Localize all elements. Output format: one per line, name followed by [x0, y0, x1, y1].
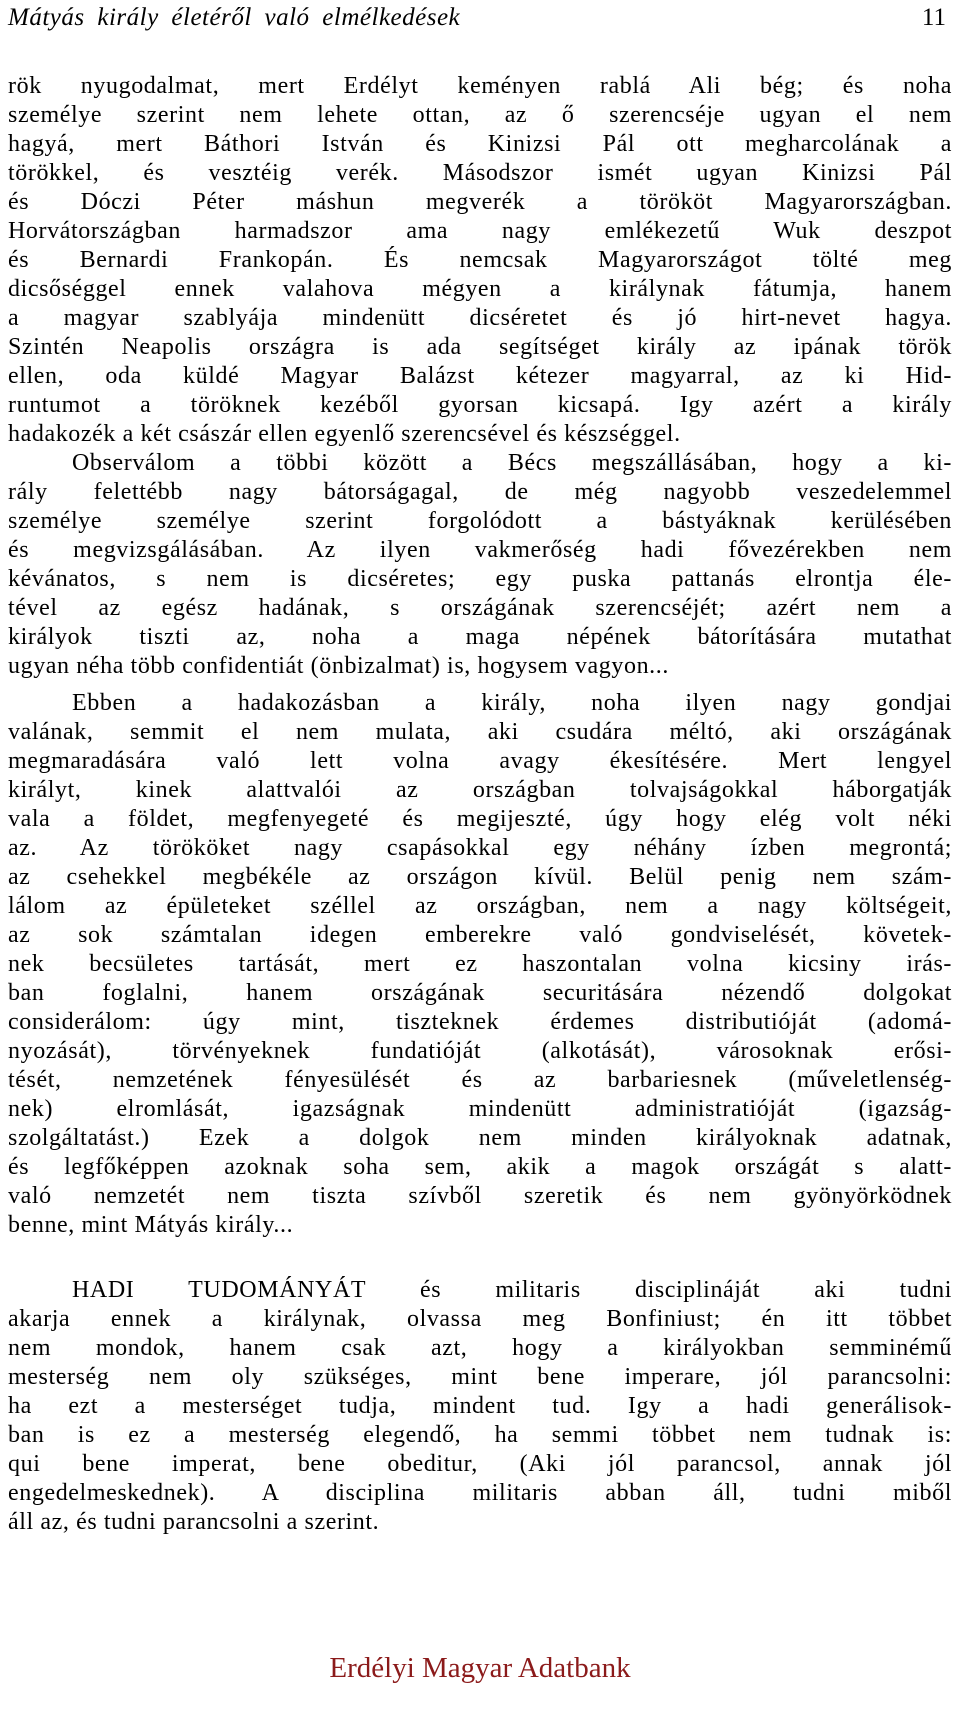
- page-number: 11: [921, 4, 946, 31]
- text-line: vala a földet, megfenyegeté és megijeszté, úgy hogy elég volt néki: [8, 806, 952, 832]
- running-header: [8, 4, 946, 34]
- text-line: rály felettébb nagy bátorságagal, de még nagyobb veszedelemmel: [8, 479, 952, 505]
- text-line: Ebben a hadakozásban a király, noha ilyen nagy gondjai: [72, 690, 952, 716]
- text-line: személye szerint nem lehete ottan, az ő szerencséje ugyan el nem: [8, 102, 952, 128]
- text-line: és Bernardi Frankopán. És nemcsak Magyarországot tölté meg: [8, 247, 952, 273]
- text-line: HADI TUDOMÁNYÁT és militaris disciplináját aki tudni: [72, 1277, 952, 1303]
- body-text: [8, 72, 952, 1537]
- paragraph: [8, 72, 952, 449]
- text-line: az sok számtalan idegen emberekre való gondviselését, követek-: [8, 922, 952, 948]
- text-line: az csehekkel megbékéle az országon kívül. Belül penig nem szám-: [8, 864, 952, 890]
- text-line: ha ezt a mesterséget tudja, mindent tud. Igy a hadi generálisok-: [8, 1393, 952, 1419]
- paragraph: [8, 449, 952, 681]
- text-line: és Dóczi Péter máshun megverék a törököt Magyarországban.: [8, 189, 952, 215]
- text-line: való nemzetét nem tiszta szívből szeretik és nem gyönyörködnek: [8, 1183, 952, 1209]
- text-line: szolgáltatást.) Ezek a dolgok nem minden királyoknak adatnak,: [8, 1125, 952, 1151]
- text-line: nek becsületes tartását, mert ez haszontalan volna kicsiny irás-: [8, 951, 952, 977]
- text-line: kévánatos, s nem is dicséretes; egy puska pattanás elrontja éle-: [8, 566, 952, 592]
- paragraph: [8, 1276, 952, 1537]
- text-line: ugyan néha több confidentiát (önbizalmat) is, hogysem vagyon...: [8, 653, 669, 679]
- text-line: considerálom: úgy mint, tiszteknek érdemes distributióját (adomá-: [8, 1009, 952, 1035]
- text-line: qui bene imperat, bene obeditur, (Aki jól parancsol, annak jól: [8, 1451, 952, 1477]
- text-line: ban is ez a mesterség elegendő, ha semmi többet nem tudnak is:: [8, 1422, 952, 1448]
- text-line: személye személye szerint forgolódott a bástyáknak kerülésében: [8, 508, 952, 534]
- text-line: törökkel, és vesztéig verék. Másodszor ismét ugyan Kinizsi Pál: [8, 160, 952, 186]
- text-line: Observálom a többi között a Bécs megszállásában, hogy a ki-: [72, 450, 952, 476]
- text-line: a magyar szablyája mindenütt dicséretet és jó hirt-nevet hagya.: [8, 305, 952, 331]
- text-line: és megvizsgálásában. Az ilyen vakmerőség hadi fővezérekben nem: [8, 537, 952, 563]
- text-line: Szintén Neapolis országra is ada segítséget király az ipának török: [8, 334, 952, 360]
- text-line: ban foglalni, hanem országának securitására nézendő dolgokat: [8, 980, 952, 1006]
- text-line: engedelmeskednek). A disciplina militaris abban áll, tudni miből: [8, 1480, 952, 1506]
- text-line: nem mondok, hanem csak azt, hogy a királyokban semminémű: [8, 1335, 952, 1361]
- text-line: benne, mint Mátyás király...: [8, 1212, 294, 1238]
- text-line: áll az, és tudni parancsolni a szerint.: [8, 1509, 380, 1535]
- text-line: és legfőképpen azoknak soha sem, akik a magok országát s alatt-: [8, 1154, 952, 1180]
- text-line: akarja ennek a királynak, olvassa meg Bonfiniust; én itt többet: [8, 1306, 952, 1332]
- text-line: mesterség nem oly szükséges, mint bene imperare, jól parancsolni:: [8, 1364, 952, 1390]
- text-line: Horvátországban harmadszor ama nagy emlékezetű Wuk deszpot: [8, 218, 952, 244]
- text-line: hagyá, mert Báthori István és Kinizsi Pál ott megharcolának a: [8, 131, 952, 157]
- text-line: tével az egész hadának, s országának szerencséjét; azért nem a: [8, 595, 952, 621]
- text-line: nek) elromlását, igazságnak mindenütt administratióját (igazság-: [8, 1096, 952, 1122]
- text-line: hadakozék a két császár ellen egyenlő szerencsével és készséggel.: [8, 421, 681, 447]
- text-line: királyok tiszti az, noha a maga népének bátorítására mutathat: [8, 624, 952, 650]
- text-line: királyt, kinek alattvalói az országban tolvajságokkal háborgatják: [8, 777, 952, 803]
- text-line: ellen, oda küldé Magyar Balázst kétezer magyarral, az ki Hid-: [8, 363, 952, 389]
- text-line: megmaradására való lett volna avagy ékesítésére. Mert lengyel: [8, 748, 952, 774]
- paragraph: [8, 689, 952, 1240]
- text-line: az. Az törököket nagy csapásokkal egy néhány ízben megrontá;: [8, 835, 952, 861]
- text-line: runtumot a töröknek kezéből gyorsan kicsapá. Igy azért a király: [8, 392, 952, 418]
- text-line: lálom az épületeket széllel az országban, nem a nagy költségeit,: [8, 893, 952, 919]
- running-title: Mátyás király életéről való elmélkedések: [8, 4, 461, 31]
- text-line: nyozását), törvényeknek fundatióját (alkotását), városoknak erősi-: [8, 1038, 952, 1064]
- text-line: valának, semmit el nem mulata, aki csudára méltó, aki országának: [8, 719, 952, 745]
- footer-source: Erdélyi Magyar Adatbank: [329, 1652, 631, 1684]
- text-line: rök nyugodalmat, mert Erdélyt keményen rablá Ali bég; és noha: [8, 73, 952, 99]
- text-line: dicsőséggel ennek valahova mégyen a királynak fátumja, hanem: [8, 276, 952, 302]
- text-line: tését, nemzetének fényesülését és az barbariesnek (műveletlenség-: [8, 1067, 952, 1093]
